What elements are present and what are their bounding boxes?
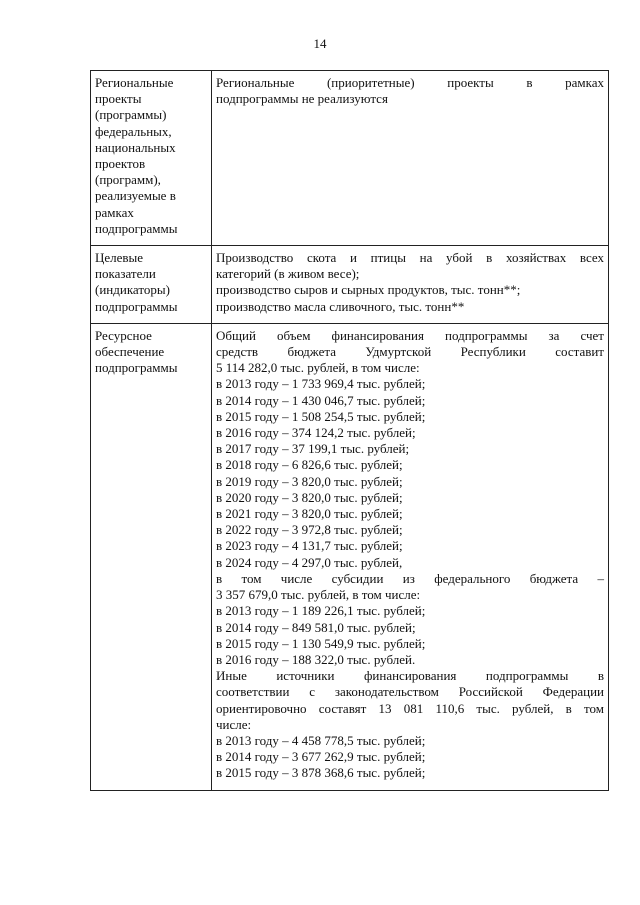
table-row-regional-projects: [91, 71, 609, 246]
content-line: в 2013 году – 4 458 778,5 тыс. рублей;: [216, 732, 426, 748]
row-label-target-indicators: [91, 246, 212, 324]
content-line: в 2015 году – 3 878 368,6 тыс. рублей;: [216, 765, 426, 781]
label-line: проектов: [95, 156, 146, 172]
content-line: в 2024 году – 4 297,0 тыс. рублей,: [216, 554, 403, 570]
content-line: Производство скота и птицы на убой в хозяйствах всех: [216, 250, 604, 266]
content-line: в 2016 году – 374 124,2 тыс. рублей;: [216, 425, 416, 441]
page-number: 14: [313, 36, 327, 51]
label-line: федеральных,: [95, 123, 172, 139]
content-line: ориентировочно составят 13 081 110,6 тыс. рублей, в том: [216, 700, 604, 716]
label-line: национальных: [95, 139, 176, 155]
label-line: Целевые: [95, 250, 144, 266]
row-label-regional-projects: [91, 71, 212, 246]
content-line: производство сыров и сырных продуктов, тыс. тонн**;: [216, 282, 521, 298]
label-line: Ресурсное: [95, 327, 152, 343]
content-line: в 2013 году – 1 733 969,4 тыс. рублей;: [216, 376, 426, 392]
label-line: подпрограммы: [95, 298, 178, 314]
label-line: проекты: [95, 91, 142, 107]
table-row-resource-provision: [91, 323, 609, 790]
label-line: подпрограммы: [95, 220, 178, 236]
content-line: в 2014 году – 3 677 262,9 тыс. рублей;: [216, 749, 426, 765]
content-line: в 2013 году – 1 189 226,1 тыс. рублей;: [216, 603, 426, 619]
content-line: в 2019 году – 3 820,0 тыс. рублей;: [216, 473, 403, 489]
content-line: в 2023 году – 4 131,7 тыс. рублей;: [216, 538, 403, 554]
subprogram-passport-table: [90, 70, 609, 791]
content-line: 3 357 679,0 тыс. рублей, в том числе:: [216, 587, 421, 603]
content-line: Региональные (приоритетные) проекты в рамках: [216, 75, 604, 90]
content-line: соответствии с законодательством Российской Федерации: [216, 684, 604, 700]
content-line: подпрограммы не реализуются: [216, 91, 388, 107]
content-line: производство масла сливочного, тыс. тонн**: [216, 298, 465, 314]
row-content-regional-projects: [212, 71, 609, 246]
label-line: (индикаторы): [95, 282, 170, 298]
content-line: в 2016 году – 188 322,0 тыс. рублей.: [216, 651, 416, 667]
label-line: Региональные: [95, 75, 174, 90]
content-line: числе:: [216, 716, 252, 732]
content-line: в 2014 году – 849 581,0 тыс. рублей;: [216, 619, 416, 635]
content-line: в 2017 году – 37 199,1 тыс. рублей;: [216, 441, 410, 457]
content-line: в 2015 году – 1 130 549,9 тыс. рублей;: [216, 635, 426, 651]
row-label-resource-provision: [91, 323, 212, 790]
content-line: средств бюджета Удмуртской Республики составит: [216, 344, 604, 360]
content-line: в том числе субсидии из федерального бюджета –: [216, 570, 604, 586]
label-line: рамках: [95, 204, 134, 220]
content-line: в 2021 году – 3 820,0 тыс. рублей;: [216, 506, 403, 522]
label-line: показатели: [95, 266, 156, 282]
content-line: 5 114 282,0 тыс. рублей, в том числе:: [216, 360, 420, 376]
label-line: реализуемые в: [95, 188, 176, 204]
content-line: категорий (в живом весе);: [216, 266, 360, 282]
content-line: Общий объем финансирования подпрограммы за счет: [216, 327, 604, 343]
table-row-target-indicators: [91, 246, 609, 324]
content-line: Иные источники финансирования подпрограммы в: [216, 668, 604, 684]
label-line: подпрограммы: [95, 360, 178, 376]
label-line: (программы): [95, 107, 167, 123]
content-line: в 2018 году – 6 826,6 тыс. рублей;: [216, 457, 403, 473]
row-content-target-indicators: [212, 246, 609, 324]
content-line: в 2014 году – 1 430 046,7 тыс. рублей;: [216, 392, 426, 408]
label-line: обеспечение: [95, 344, 165, 360]
content-line: в 2015 году – 1 508 254,5 тыс. рублей;: [216, 408, 426, 424]
row-content-resource-provision: [212, 323, 609, 790]
content-line: в 2020 году – 3 820,0 тыс. рублей;: [216, 489, 403, 505]
content-line: в 2022 году – 3 972,8 тыс. рублей;: [216, 522, 403, 538]
label-line: (программ),: [95, 172, 161, 188]
